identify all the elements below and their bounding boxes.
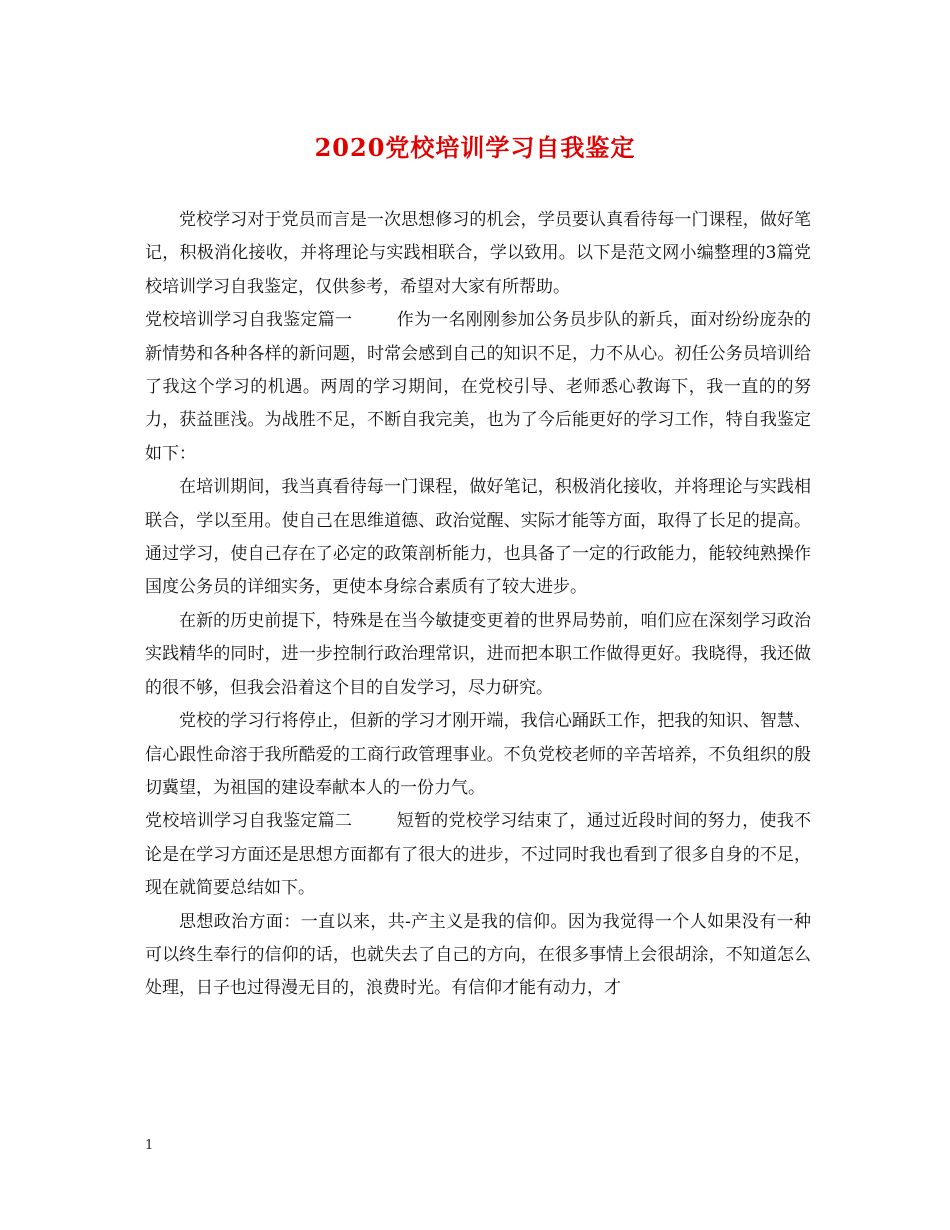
section-1-paragraph-2: 在培训期间，我当真看待每一门课程，做好笔记，积极消化接收，并将理论与实践相联合，学以至用。使自己在思维道德、政治觉醒、实际才能等方面，取得了长足的提高。通过学习，使自己存在了必定的政策剖析能力，也具备了一定的行政能力，能较纯熟操作国度公务员的详细实务，更使本身综合素质有了较大进步。 [145, 477, 811, 598]
section-1-paragraph-3: 在新的历史前提下，特殊是在当今敏捷变更着的世界局势前，咱们应在深刻学习政治实践精华的同时，进一步控制行政治理常识，进而把本职工作做得更好。我晓得，我还做的很不够，但我会沿着这个目的自发学习，尽力研究。 [145, 610, 811, 698]
section-1-paragraph-4: 党校的学习行将停止，但新的学习才刚开端，我信心踊跃工作，把我的知识、智慧、信心跟性命溶于我所酷爱的工商行政管理事业。不负党校老师的辛苦培养，不负组织的殷切冀望，为祖国的建设奉献本人的一份力气。 [145, 711, 811, 798]
document-body [145, 204, 811, 1006]
section-2-heading: 党校培训学习自我鉴定篇二 [145, 811, 353, 832]
section-2-paragraph-2: 思想政治方面：一直以来，共-产主义是我的信仰。因为我觉得一个人如果没有一种可以终生奉行的信仰的话，也就失去了自己的方向，在很多事情上会很胡涂，不知道怎么处理，日子也过得漫无目的，浪费时光。有信仰才能有动力，才 [145, 911, 811, 999]
section-1-paragraph [145, 304, 811, 471]
section-1-first-text: 作为一名刚刚参加公务员步队的新兵，面对纷纷庞杂的新情势和各种各样的新问题，时常会感到自己的知识不足，力不从心。初任公务员培训给了我这个学习的机遇。两周的学习期间，在党校引导、老师悉心教诲下，我一直的的努力，获益匪浅。为战胜不足，不断自我完美，也为了今后能更好的学习工作，特自我鉴定如下： [145, 310, 812, 464]
section-1-heading: 党校培训学习自我鉴定篇一 [145, 310, 353, 331]
document-title: 2020党校培训学习自我鉴定 [314, 133, 636, 162]
section-2-paragraph [145, 805, 811, 905]
section-2-first-text: 短暂的党校学习结束了，通过近段时间的努力，使我不论是在学习方面还是思想方面都有了很大的进步，不过同时我也看到了很多自身的不足，现在就简要总结如下。 [145, 811, 812, 899]
intro-paragraph: 党校学习对于党员而言是一次思想修习的机会，学员要认真看待每一门课程，做好笔记，积极消化接收，并将理论与实践相联合，学以致用。以下是范文网小编整理的3篇党校培训学习自我鉴定，仅供参考，希望对大家有所帮助。 [145, 210, 811, 297]
page-number: 1 [145, 1138, 154, 1153]
